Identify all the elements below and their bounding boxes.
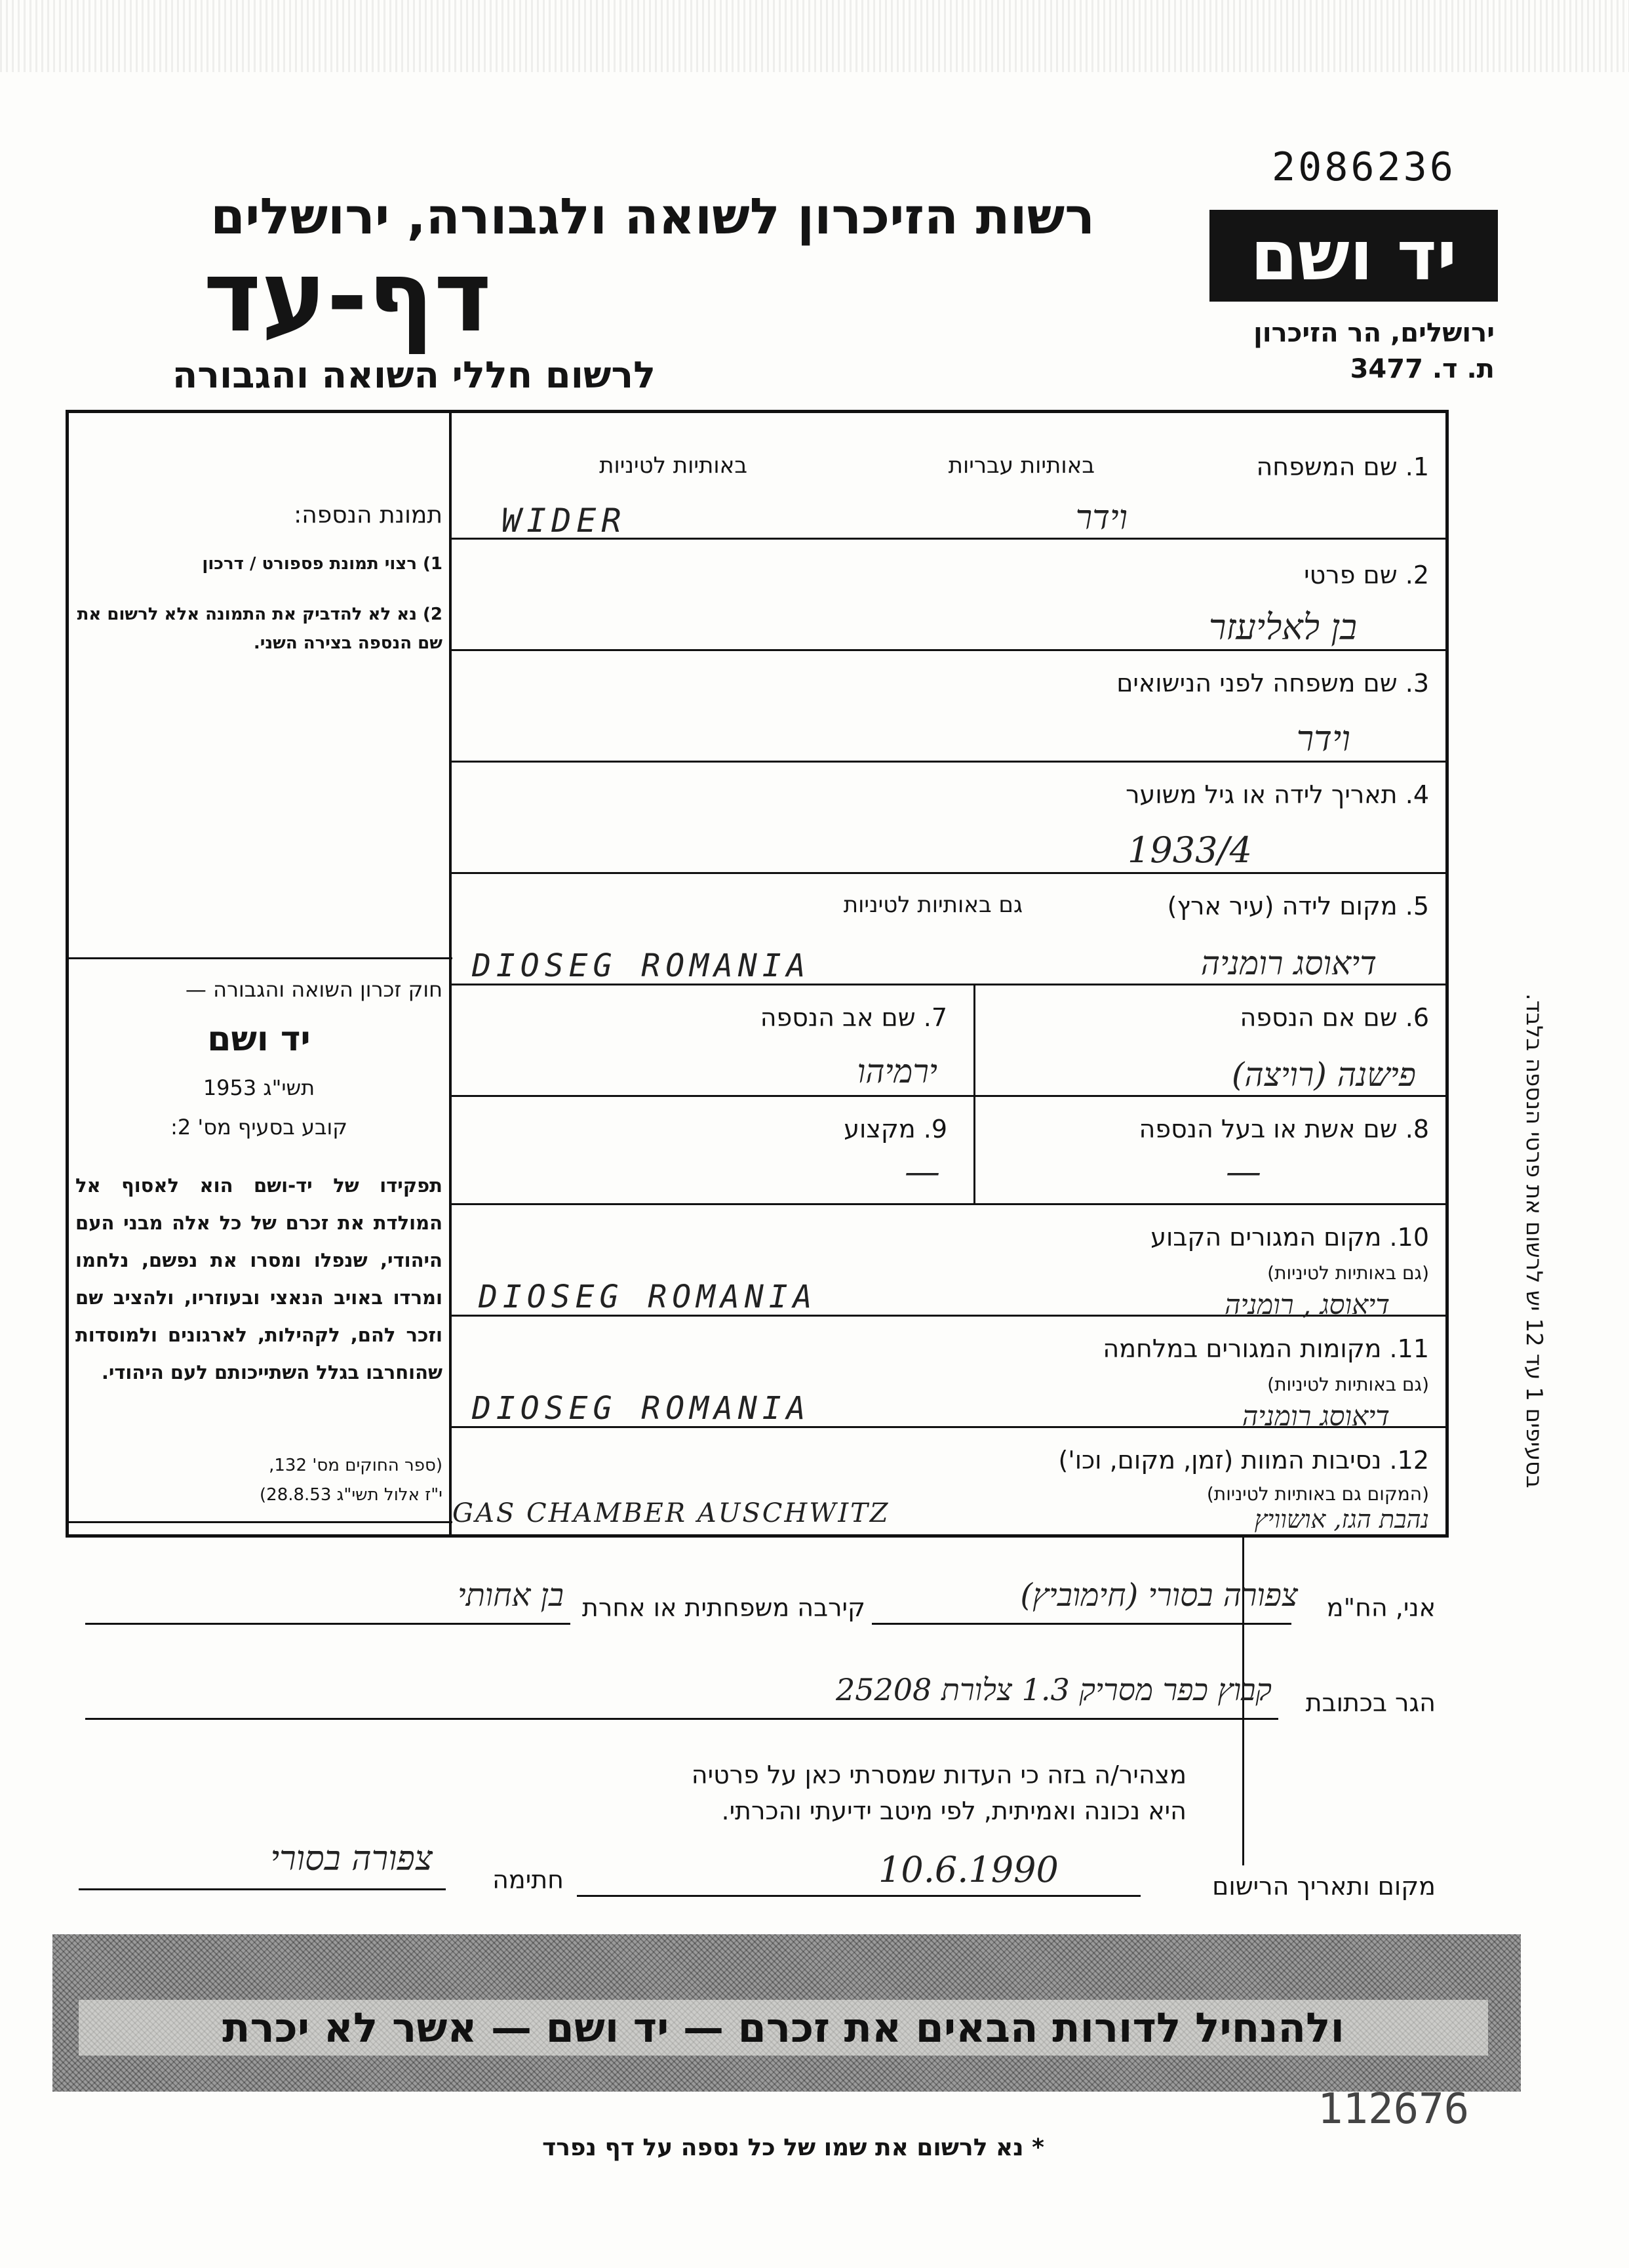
field-4-label: 4. תאריך לידה או גיל משוער — [1126, 780, 1429, 809]
family-name-latin: WIDER — [501, 502, 627, 540]
relation-label: קירבה משפחתית או אחרת — [581, 1593, 865, 1622]
page-subtitle: לרשום חללי השואה והגבורה — [172, 354, 656, 397]
relation-value: בן אחותי — [458, 1577, 564, 1614]
left-panel-divider — [66, 957, 452, 959]
address-underline — [85, 1718, 1278, 1720]
field-1-label: 1. שם המשפחה — [1256, 452, 1429, 481]
birth-date-value: 1933/4 — [1128, 829, 1252, 871]
declarant-name-value: צפורה בסורי (חימוביץ) — [1020, 1577, 1298, 1614]
frame-bottom — [66, 1534, 1449, 1538]
row-line-4 — [449, 872, 1445, 874]
frame-right — [1445, 410, 1449, 1538]
field-5-label: 5. מקום לידה (עיר ארץ) — [1167, 892, 1429, 921]
photo-note-1: 1) רצוי תמונת פספורט / דרכון — [202, 554, 442, 574]
field-12-note: (המקום גם באותיות לטיניות) — [1206, 1483, 1429, 1505]
mother-name-value: פישנה (רויצה) — [1231, 1056, 1416, 1094]
signature-label: חתימה — [492, 1865, 564, 1894]
permanent-residence-latin: DIOSEG ROMANIA — [479, 1279, 817, 1315]
family-name-hebrew: וידר — [1075, 498, 1128, 538]
field-8-label: 8. שם אשת או בעל הנספה — [1139, 1115, 1429, 1144]
birth-place-hebrew: דיאוסג רומניה — [1200, 944, 1377, 982]
column-divider — [449, 410, 452, 1538]
field-9-label: 9. מקצוע — [844, 1115, 947, 1144]
law-name: יד ושם — [207, 1020, 311, 1059]
left-panel-bottom — [66, 1521, 452, 1523]
wartime-residence-latin: DIOSEG ROMANIA — [472, 1390, 811, 1427]
row-line-7 — [449, 1203, 1445, 1205]
field-1-latin-header: באותיות לטיניות — [599, 452, 747, 479]
field-11-label: 11. מקומות המגורים במלחמה — [1103, 1334, 1429, 1363]
law-reference-2: י"ז אלול תשי"ג 28.8.53) — [260, 1485, 442, 1505]
yad-vashem-logo: יד ושם — [1209, 210, 1498, 302]
field-11-note: (גם באותיות לטיניות) — [1267, 1374, 1429, 1395]
field-7-label: 7. שם אב הנספה — [760, 1003, 947, 1032]
death-circumstances-hebrew: נהבת הגז, אושוויץ — [1254, 1505, 1429, 1534]
law-text: תפקידו של יד-ושם הוא לאסוף אל המולדת את זכרם של כל אלה מבני העם היהודי, שנפלו ומסרו את נפשם, נלחמו ומרדו באויב הנאצי ובעוזריו, ולהציב שם וזכר להם, לקהילות, לארגונים ולמוסדות שהוחרבו בגלל השתייכותם לעם היהודי. — [75, 1174, 442, 1383]
footer-note: * נא לרשום את שמו של כל נספה על דף נפרד — [542, 2134, 1044, 2161]
field-10-label: 10. מקום המגורים הקבוע — [1150, 1223, 1429, 1252]
photo-note-2: 2) נא לא להדביק את התמונה אלא לרשום את שם הנספה בצירה השני. — [77, 605, 442, 653]
frame-left — [66, 410, 69, 1538]
bottom-number: 112676 — [1318, 2085, 1470, 2134]
side-note: בסעיפים 1 עד 12 יש לרשום את פרטי הנספה בלבד. — [1521, 993, 1547, 1488]
statement-line-2: היא נכונה ואמיתית, לפי מיטב ידיעתי והכרתי. — [721, 1797, 1187, 1825]
wartime-residence-hebrew: דיאוסג רומניה — [1242, 1400, 1390, 1432]
relation-underline — [85, 1623, 570, 1625]
statement-line-1: מצהיר/ה בזה כי העדות שמסרתי כאן על פרטיה — [691, 1761, 1187, 1789]
field-6-label: 6. שם אם הנספה — [1240, 1003, 1429, 1032]
address-label: הגר בכתובת — [1305, 1688, 1436, 1717]
bottom-banner-text: ולהנחיל לדורות הבאים את זכרם — יד ושם — אשר לא יכרת — [79, 2000, 1488, 2056]
law-reference-1: (ספר החוקים מס' 132, — [269, 1456, 442, 1475]
law-year: תשי"ג 1953 — [203, 1075, 315, 1100]
law-clause: קובע בסעיף מס' 2: — [170, 1115, 347, 1140]
birth-place-latin: DIOSEG ROMANIA — [472, 947, 811, 984]
signature-underline — [79, 1888, 446, 1890]
logo-address: ירושלים, הר הזיכרון — [1253, 318, 1495, 348]
address-value: קבוץ כפר מסריק 1.3 צלורת 25208 — [835, 1672, 1272, 1707]
split-line-6-9 — [973, 984, 975, 1203]
logo-po-box: ת. ד. 3477 — [1350, 354, 1495, 384]
field-1-hebrew-header: באותיות עבריות — [948, 452, 1095, 479]
document-number: 2086236 — [1272, 144, 1456, 190]
signature-value: צפורה בסורי — [270, 1839, 433, 1879]
death-circumstances-latin: GAS CHAMBER AUSCHWITZ — [452, 1498, 890, 1528]
field-12-label: 12. נסיבות המוות (זמן, מקום, וכו') — [1058, 1446, 1429, 1475]
father-name-value: ירמיהו — [857, 1052, 937, 1090]
frame-top — [66, 410, 1449, 413]
field-3-label: 3. שם משפחה לפני הנישואים — [1116, 669, 1429, 698]
scan-noise-top — [0, 0, 1629, 72]
first-name-value: בן לאליעזר — [1208, 607, 1357, 648]
place-date-underline — [577, 1895, 1141, 1897]
place-date-value: 10.6.1990 — [878, 1849, 1059, 1890]
row-line-6 — [449, 1095, 1445, 1097]
photo-title: תמונת הנספה: — [294, 502, 442, 528]
maiden-name-value: וידר — [1296, 718, 1350, 759]
declarant-label: אני, הח"מ — [1326, 1593, 1436, 1622]
row-line-3 — [449, 761, 1445, 763]
spouse-name-value: — — [1226, 1151, 1261, 1192]
page-title: דף-עד — [203, 240, 492, 354]
row-line-2 — [449, 649, 1445, 651]
permanent-residence-hebrew: דיאוסג , רומניה — [1225, 1288, 1390, 1321]
field-5-header: גם באותיות לטיניות — [843, 892, 1023, 918]
field-10-note: (גם באותיות לטיניות) — [1267, 1262, 1429, 1284]
field-2-label: 2. שם פרטי — [1304, 561, 1429, 589]
law-title: חוק זכרון השואה והגבורה — — [185, 977, 442, 1002]
declarant-name-underline — [872, 1623, 1291, 1625]
profession-value: — — [905, 1151, 940, 1192]
place-date-label: מקום ותאריך הרישום — [1212, 1872, 1436, 1901]
authority-title: רשות הזיכרון לשואה ולגבורה, ירושלים — [210, 187, 1095, 245]
